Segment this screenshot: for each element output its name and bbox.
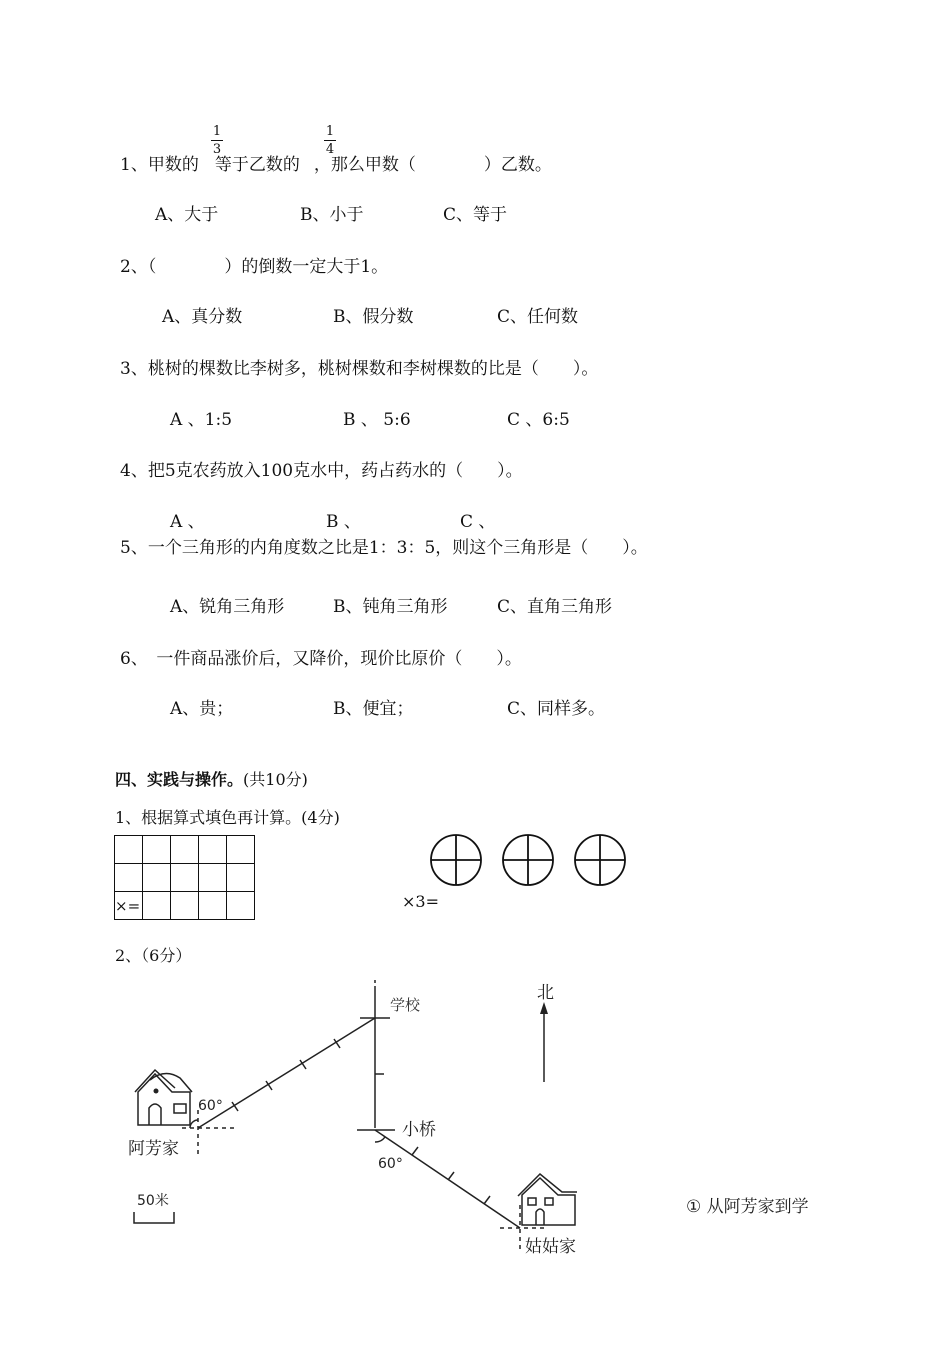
fraction-one-third: [211, 124, 223, 157]
question-4: 4、把5克农药放入100克水中，药占药水的（ ）。: [120, 461, 523, 481]
grid-formula: ×=: [115, 892, 143, 920]
section-4-score: (共10分): [243, 770, 308, 789]
fraction-numerator: 1: [325, 124, 335, 139]
q4-option-a[interactable]: A 、: [170, 512, 205, 532]
q3-option-b[interactable]: B 、 5:6: [343, 410, 411, 430]
circle-formula: ×3=: [402, 892, 439, 911]
section-4-title: 四、实践与操作。: [115, 770, 244, 789]
question-1-mid: 等于乙数的: [214, 155, 300, 175]
q6-option-c[interactable]: C、同样多。: [507, 699, 606, 719]
map-label-school: 学校: [390, 996, 421, 1014]
map-question-1: ① 从阿芳家到学: [686, 1197, 809, 1217]
circle-2[interactable]: [503, 835, 553, 885]
q4-option-c[interactable]: C 、: [460, 512, 496, 532]
question-1-pre: 1、甲数的: [120, 155, 199, 175]
scale-bar: [134, 1212, 174, 1223]
q4-option-b[interactable]: B 、: [326, 512, 361, 532]
practice-item-2: 2、（6分）: [115, 946, 192, 965]
q3-option-a[interactable]: A 、1:5: [170, 410, 233, 430]
q5-option-a[interactable]: A、锐角三角形: [170, 597, 285, 617]
question-5: 5、一个三角形的内角度数之比是1：3：5，则这个三角形是（ ）。: [120, 538, 648, 558]
q5-option-c[interactable]: C、直角三角形: [497, 597, 613, 617]
question-6: 6、 一件商品涨价后，又降价，现价比原价（ ）。: [120, 649, 522, 669]
color-grid[interactable]: [114, 835, 255, 920]
map-label-north: 北: [537, 983, 554, 1003]
route-home-school: [198, 1018, 375, 1128]
map-scale-label: 50米: [137, 1193, 169, 1209]
map-label-aunt: 姑姑家: [525, 1237, 576, 1257]
fraction-one-quarter: [324, 124, 336, 157]
question-1-post: ，那么甲数（ ）乙数。: [313, 155, 552, 175]
question-3: 3、桃树的棵数比李树多，桃树棵数和李树棵数的比是（ ）。: [120, 359, 599, 379]
q1-option-a[interactable]: A、大于: [155, 205, 219, 225]
route-map: [0, 980, 950, 1326]
map-angle-bridge: 60°: [378, 1156, 403, 1172]
map-label-home: 阿芳家: [128, 1139, 179, 1159]
fraction-denominator: 4: [325, 142, 335, 157]
practice-item-1: 1、根据算式填色再计算。(4分): [115, 808, 340, 827]
fraction-denominator: 3: [212, 142, 222, 157]
q1-option-b[interactable]: B、小于: [300, 205, 364, 225]
q6-option-b[interactable]: B、便宜；: [333, 699, 414, 719]
q6-option-a[interactable]: A、贵；: [170, 699, 234, 719]
q2-option-a[interactable]: A、真分数: [162, 307, 243, 327]
q1-option-c[interactable]: C、等于: [443, 205, 508, 225]
q3-option-c[interactable]: C 、6:5: [507, 410, 570, 430]
section-4-heading: [115, 767, 308, 790]
fraction-circles[interactable]: [425, 830, 645, 890]
circle-3[interactable]: [575, 835, 625, 885]
fraction-numerator: 1: [212, 124, 222, 139]
route-bridge-aunt: [375, 1130, 520, 1228]
map-angle-home: 60°: [198, 1098, 223, 1114]
map-label-bridge: 小桥: [402, 1120, 436, 1140]
q5-option-b[interactable]: B、钝角三角形: [333, 597, 448, 617]
question-2: 2、（ ）的倒数一定大于1。: [120, 257, 389, 277]
circle-1[interactable]: [431, 835, 481, 885]
q2-option-b[interactable]: B、假分数: [333, 307, 414, 327]
q2-option-c[interactable]: C、任何数: [497, 307, 579, 327]
